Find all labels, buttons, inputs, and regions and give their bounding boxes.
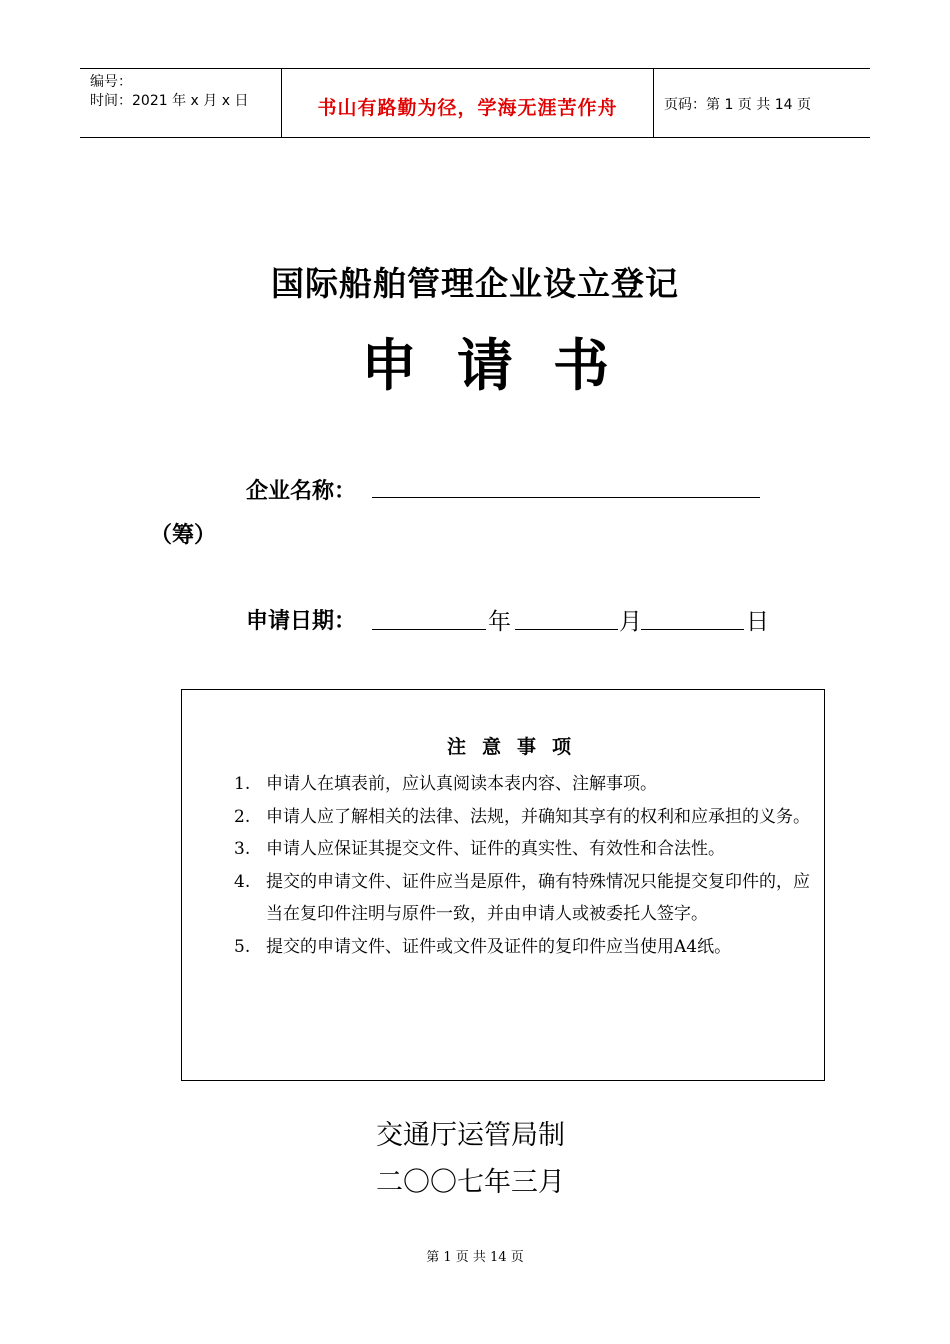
apply-date-label: 申请日期： <box>246 609 357 634</box>
company-name-label: 企业名称： <box>246 479 357 504</box>
header-right-cell <box>654 69 870 137</box>
notice-item: 3. 申请人应保证其提交文件、证件的真实性、有效性和合法性。 <box>234 839 725 859</box>
header-motto: 书山有路勤为径，学海无涯苦作舟 <box>317 97 618 119</box>
header-center-cell <box>282 69 654 137</box>
notice-list <box>234 768 819 963</box>
header-table <box>80 68 870 138</box>
issued-date: 二〇〇七年三月 <box>376 1167 565 1198</box>
notice-item: 5. 提交的申请文件、证件或文件及证件的复印件应当使用A4纸。 <box>234 936 732 957</box>
day-input-line[interactable] <box>641 629 744 630</box>
year-unit: 年 <box>488 609 511 635</box>
document-number-label: 编号： <box>90 74 132 90</box>
header-left-cell <box>80 69 282 137</box>
document-title: 国际船舶管理企业设立登记 <box>271 264 679 303</box>
notice-box <box>181 689 825 1081</box>
month-input-line[interactable] <box>515 629 618 630</box>
preparing-label: （筹） <box>150 523 217 548</box>
year-input-line[interactable] <box>372 629 486 630</box>
page-footer: 第 1 页 共 14 页 <box>426 1250 524 1265</box>
notice-item: 4. 提交的申请文件、证件应当是原件，确有特殊情况只能提交复印件的，应当在复印件注明与原件一致，并由申请人或被委托人签字。 <box>234 871 810 924</box>
issuer: 交通厅运管局制 <box>376 1120 565 1151</box>
notice-title: 注意事项 <box>446 736 587 758</box>
company-name-input-line[interactable] <box>372 497 760 498</box>
notice-item: 1. 申请人在填表前，应认真阅读本表内容、注解事项。 <box>234 774 657 794</box>
month-unit: 月 <box>619 609 642 635</box>
day-unit: 日 <box>746 609 769 635</box>
notice-item: 2. 申请人应了解相关的法律、法规，并确知其享有的权利和应承担的义务。 <box>234 806 810 827</box>
header-page-info: 页码：第 1 页 共 14 页 <box>664 97 811 113</box>
document-subtitle: 申请书 <box>361 333 649 399</box>
document-time-label: 时间：2021 年 x 月 x 日 <box>90 93 249 109</box>
